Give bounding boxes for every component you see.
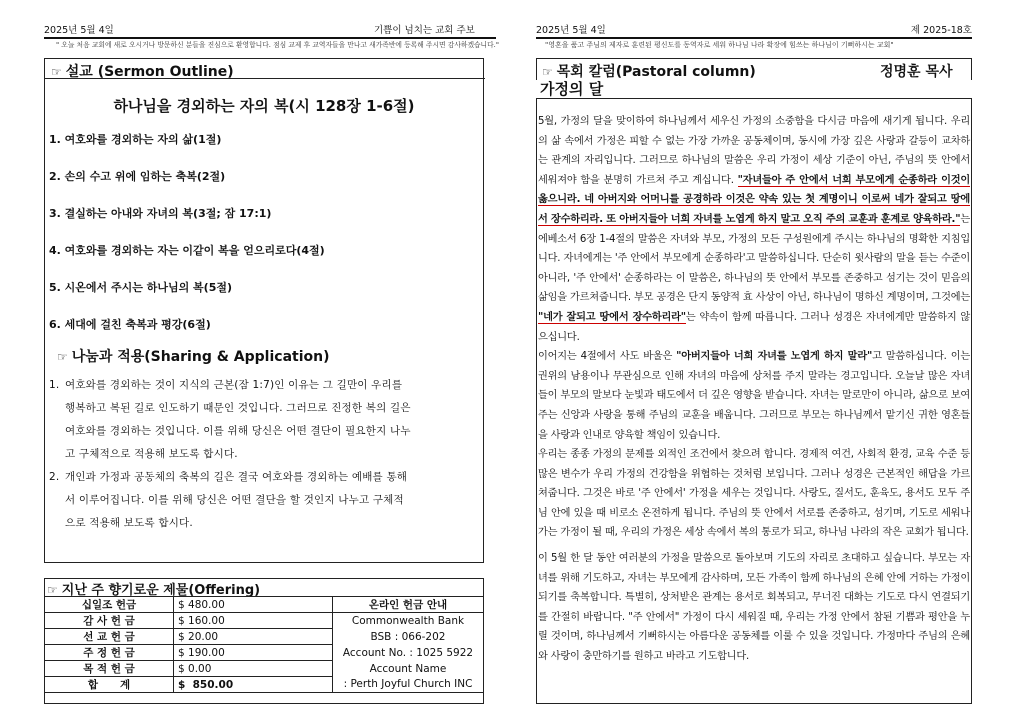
sharing-line: 개인과 가정과 공동체의 축복의 길은 결국 여호와를 경외하는 예배를 통해 — [65, 471, 408, 483]
column-quote-promise: "네가 잘되고 땅에서 장수하리라" — [538, 311, 686, 323]
sharing-item — [49, 466, 475, 535]
left-header — [44, 24, 496, 38]
sharing-line: 으로 적용해 보도록 합시다. — [65, 517, 193, 529]
sharing-line: 고 구체적으로 적용해 보도록 합시다. — [65, 448, 238, 460]
column-text: 이어지는 4절에서 사도 바울은 — [538, 351, 677, 363]
pointing-hand-icon: ☞ — [51, 65, 62, 79]
offering-box — [44, 578, 484, 704]
sharing-line: 여호와를 경외하는 것이 지식의 근본(잠 1:7)인 이유는 그 길만이 우리를 — [65, 379, 403, 391]
column-author: 정명훈 목사 — [880, 64, 953, 80]
sermon-point: 4. 여호와를 경외하는 자는 이같이 복을 얻으리로다(4절) — [49, 244, 325, 257]
right-header-date: 2025년 5월 4일 — [536, 25, 606, 36]
sermon-box — [44, 58, 484, 563]
column-quote-ephesians: "자녀들아 주 안에서 너희 부모에게 순종하라 이것이 옳으니라. 네 아버지와 어머니를 공경하라 이것은 약속 있는 첫 계명이니 이로써 네가 잘되고 땅에서 장수하리라. 또 아버지들아 너희 자녀를 노엽게 하지 말고 오직 주의 교훈과 훈계로 양육하라." — [538, 174, 970, 225]
sermon-heading-text: 설교 (Sermon Outline) — [65, 64, 234, 80]
column-paragraph: 우리는 종종 가정의 문제를 외적인 조건에서 찾으려 합니다. 경제적 여건, 사회적 환경, 교육 수준 등 많은 변수가 우리 가정의 건강함을 위협하는 것처럼 보입니다. 그러나 성경은 근본적인 해답을 가르쳐줍니다. 그것은 바로 '주 안에서' 가정을 세우는 것입니다. 사랑도, 질서도, 훈육도, 용서도 모두 주님 안에 있을 때 비로소 온전하게 됩니다. 주님의 뜻 안에서 서로를 존중하고, 섬기며, 기도로 세워나가는 가정이 될 때, 우리의 가정은 세상 속에서 복의 통로가 되고, 하나님 나라의 작은 교회가 됩니다. — [538, 449, 970, 539]
column-quote-fathers: "아버지들아 너희 자녀를 노엽게 하지 말라" — [676, 351, 873, 363]
pointing-hand-icon: ☞ — [542, 65, 553, 79]
offering-label: 목 적 헌 금 — [45, 661, 174, 677]
offering-label: 선 교 헌 금 — [45, 629, 174, 645]
sermon-point: 3. 결실하는 아내와 자녀의 복(3절; 잠 17:1) — [49, 207, 272, 220]
pointing-hand-icon: ☞ — [57, 350, 68, 364]
sharing-item-number: 1. — [49, 379, 60, 391]
online-info: Account Name — [333, 661, 484, 677]
sermon-title: 하나님을 경외하는 자의 복(시 128장 1-6절) — [113, 97, 415, 115]
sharing-line: 여호와를 경외하는 것입니다. 이를 위해 당신은 어떤 결단이 필요한지 나누 — [65, 425, 411, 437]
offering-label: 주 정 헌 금 — [45, 645, 174, 661]
pointing-hand-icon: ☞ — [47, 583, 58, 597]
column-paragraph: 이 5월 한 달 동안 여러분의 가정을 말씀으로 돌아보며 기도의 자리로 초대하고 싶습니다. 부모는 자녀를 위해 기도하고, 자녀는 부모에게 감사하며, 모든 가족이 함께 하나님의 은혜 안에 거하는 가정이 되기를 축복합니다. 특별히, 상처받은 관계는 용서로 회복되고, 무너진 대화는 기도로 다시 연결되기를 간절히 바랍니다. "주 안에서" 가정이 다시 세워질 때, 우리는 가정 안에서 참된 기쁨과 평안을 누릴 것이며, 하나님께서 기뻐하시는 아름다운 공동체를 이룰 수 있을 것입니다. 가정마다 주님의 은혜와 사랑이 충만하기를 원하고 바라고 기도합니다. — [538, 553, 970, 663]
column-paragraph — [538, 347, 970, 445]
left-header-date: 2025년 5월 4일 — [44, 25, 114, 36]
offering-row — [45, 661, 484, 677]
sharing-item-number: 2. — [49, 471, 60, 483]
sharing-heading — [57, 346, 330, 366]
offering-total-label: 합 계 — [45, 677, 174, 693]
right-header-sub: "영혼을 품고 주님의 제자로 훈련된 평신도를 동역자로 세워 하나님 나라 확장에 힘쓰는 하나님이 기뻐하시는 교회" — [545, 41, 894, 49]
right-header — [536, 24, 972, 38]
sermon-point: 2. 손의 수고 위에 임하는 축복(2절) — [49, 170, 226, 183]
offering-row — [45, 629, 484, 645]
online-info: Commonwealth Bank — [333, 613, 484, 629]
sharing-item — [49, 374, 475, 466]
left-header-sub: " 오늘 처음 교회에 새로 오시거나 방문하신 분들을 진심으로 환영합니다. 점심 교제 후 교역자들을 만나고 새가족반에 등록해 주시면 감사하겠습니다." — [56, 41, 499, 49]
sharing-heading-text: 나눔과 적용(Sharing & Application) — [71, 349, 330, 365]
left-header-title: 기쁨이 넘치는 교회 주보 — [374, 25, 475, 36]
column-text: 는 약속이 함께 따릅니다. 그러나 성경은 자녀에게만 말씀하지 않으십니다. — [538, 311, 971, 343]
sharing-line: 서 이루어집니다. 이를 위해 당신은 어떤 결단을 할 것인지 나누고 구체적 — [65, 494, 404, 506]
online-info: Account No. : 1025 5922 — [333, 645, 484, 661]
offering-row — [45, 645, 484, 661]
sermon-point: 5. 시온에서 주시는 하나님의 복(5절) — [49, 281, 232, 294]
column-body — [538, 112, 970, 667]
sermon-point: 6. 세대에 걸친 축복과 평강(6절) — [49, 318, 211, 331]
offering-heading-text: 지난 주 향기로운 제물(Offering) — [61, 583, 261, 598]
right-header-issue: 제 2025-18호 — [910, 25, 972, 36]
offering-amount: $ 20.00 — [174, 629, 333, 645]
offering-amount: $ 190.00 — [174, 645, 333, 661]
column-heading-text: 목회 칼럼(Pastoral column) — [556, 64, 756, 80]
left-header-rule — [44, 37, 496, 39]
column-paragraph — [538, 112, 970, 347]
offering-amount: $ 160.00 — [174, 613, 333, 629]
offering-amount: $ 0.00 — [174, 661, 333, 677]
sharing-list — [49, 374, 475, 535]
online-info: 온라인 헌금 안내 — [333, 597, 484, 613]
online-info: BSB : 066-202 — [333, 629, 484, 645]
sharing-line: 행복하고 복된 길로 인도하기 때문인 것입니다. 그러므로 진정한 복의 길은 — [65, 402, 411, 414]
sermon-heading-rule — [45, 78, 485, 79]
offering-row — [45, 613, 484, 629]
column-title: 가정의 달 — [540, 80, 604, 98]
column-text: 는 에베소서 6장 1-4절의 말씀은 자녀와 부모, 가정의 모든 구성원에게 주시는 하나님의 명확한 지침입니다. 자녀에게는 '주 안에서 부모에게 순종하라'고 말씀하십니다. 단순히 윗사람의 말을 듣는 수준이 아니라, '주 안에서' 순종하라는 이 말씀은, 하나님의 뜻 안에서 부모를 존중하고 섬기는 것이 믿음의 삶임을 가르쳐줍니다. 부모 공경은 단지 동양적 효 사상이 아닌, 하나님이 명하신 계명이며, 그것에는 — [538, 213, 970, 304]
offering-total-amount: $ 850.00 — [174, 677, 333, 693]
offering-table — [44, 596, 484, 693]
offering-amount: $ 480.00 — [174, 597, 333, 613]
sermon-point: 1. 여호와를 경외하는 자의 삶(1절) — [49, 133, 222, 146]
offering-total-row — [45, 677, 484, 693]
column-text: 5월, 가정의 달을 맞이하여 하나님께서 세우신 가정의 소중함을 다시금 마음에 새기게 됩니다. 우리의 삶 속에서 가정은 피할 수 없는 가장 가까운 공동체이며, 동시에 가장 깊은 사랑과 갈등이 교차하는 관계의 자리입니다. 그러므로 하나님의 말씀은 우리 가정이 세상 기준이 아닌, 주님의 뜻 안에서 세워져야 함을 분명히 가르쳐 주고 계십니다. — [538, 116, 970, 186]
offering-row — [45, 597, 484, 613]
column-text: 고 말씀하십니다. 이는 권위의 남용이나 무관심으로 인해 자녀의 마음에 상처를 주지 말라는 경고입니다. 오늘날 많은 자녀들이 부모의 말보다 눈빛과 태도에서 더 깊은 영향을 받습니다. 자녀는 말로만이 아니라, 삶으로 보여주는 신앙과 사랑을 통해 주님의 교훈을 배웁니다. 그러므로 부모는 하나님께서 맡기신 귀한 영혼들을 사랑과 인내로 양육할 책임이 있습니다. — [538, 351, 970, 441]
offering-label: 십일조 헌금 — [45, 597, 174, 613]
right-header-rule — [536, 37, 972, 39]
offering-label: 감 사 헌 금 — [45, 613, 174, 629]
online-info: : Perth Joyful Church INC — [333, 677, 484, 693]
